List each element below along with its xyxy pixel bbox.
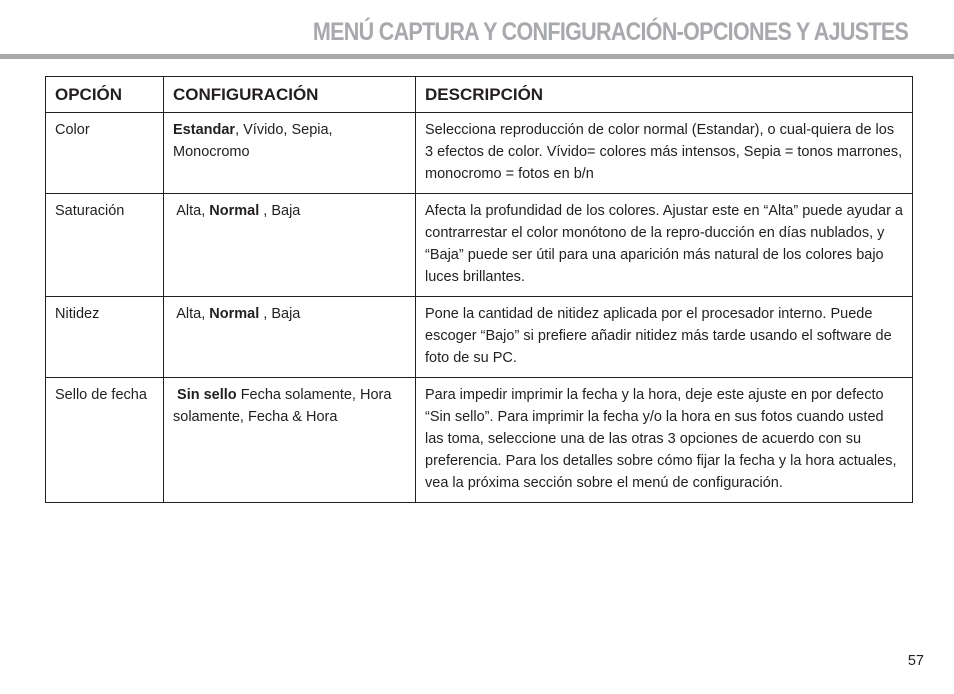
configuration-cell	[164, 297, 416, 378]
table-header-row	[46, 77, 913, 113]
default-setting: Estandar	[173, 122, 236, 138]
title-rule	[0, 54, 954, 59]
other-settings: , Vívido, Sepia, Monocromo	[173, 122, 333, 160]
header-description: DESCRIPCIÓN	[416, 77, 913, 113]
option-cell: Color	[46, 113, 164, 194]
table-row-sharpness	[46, 297, 913, 378]
option-cell: Nitidez	[46, 297, 164, 378]
option-cell: Sello de fecha	[46, 378, 164, 503]
configuration-cell	[164, 194, 416, 297]
settings-prefix: Alta,	[173, 306, 210, 322]
table-row-date-stamp	[46, 378, 913, 503]
settings-prefix: Alta,	[173, 203, 210, 219]
configuration-cell	[164, 113, 416, 194]
options-table	[45, 76, 913, 503]
description-cell: Afecta la profundidad de los colores. Ajustar este en “Alta” puede ayudar a contrarrestar el color monótono de la repro-ducción en días nublados, y “Baja” puede ser útil para una aparición más natural de los colores bajo luces brillantes.	[416, 194, 913, 297]
description-cell: Pone la cantidad de nitidez aplicada por el procesador interno. Puede escoger “Bajo” si prefiere añadir nitidez más tarde usando el software de foto de su PC.	[416, 297, 913, 378]
option-cell: Saturación	[46, 194, 164, 297]
default-setting: Normal	[209, 203, 260, 219]
configuration-cell	[164, 378, 416, 503]
other-settings: Fecha solamente, Hora solamente, Fecha & Hora	[173, 387, 392, 425]
default-setting: Sin sello	[173, 387, 237, 403]
description-cell: Para impedir imprimir la fecha y la hora, deje este ajuste en por defecto “Sin sello”. Para imprimir la fecha y/o la hora en sus fotos cuando usted las toma, seleccione una de las otras 3 opciones de acuerdo con su preferencia. Para los detalles sobre cómo fijar la fecha y la hora actuales, vea la próxima sección sobre el menú de configuración.	[416, 378, 913, 503]
header-configuration: CONFIGURACIÓN	[164, 77, 416, 113]
table-row-color	[46, 113, 913, 194]
page-number: 57	[907, 653, 924, 669]
description-cell: Selecciona reproducción de color normal (Estandar), o cual-quiera de los 3 efectos de color. Vívido= colores más intensos, Sepia = tonos marrones, monocromo = fotos en b/n	[416, 113, 913, 194]
default-setting: Normal	[209, 306, 260, 322]
other-settings: , Baja	[259, 306, 301, 322]
other-settings: , Baja	[259, 203, 301, 219]
table-row-saturation	[46, 194, 913, 297]
page-title: MENÚ CAPTURA Y CONFIGURACIÓN-OPCIONES Y AJUSTES	[312, 18, 908, 46]
header-option: OPCIÓN	[46, 77, 164, 113]
